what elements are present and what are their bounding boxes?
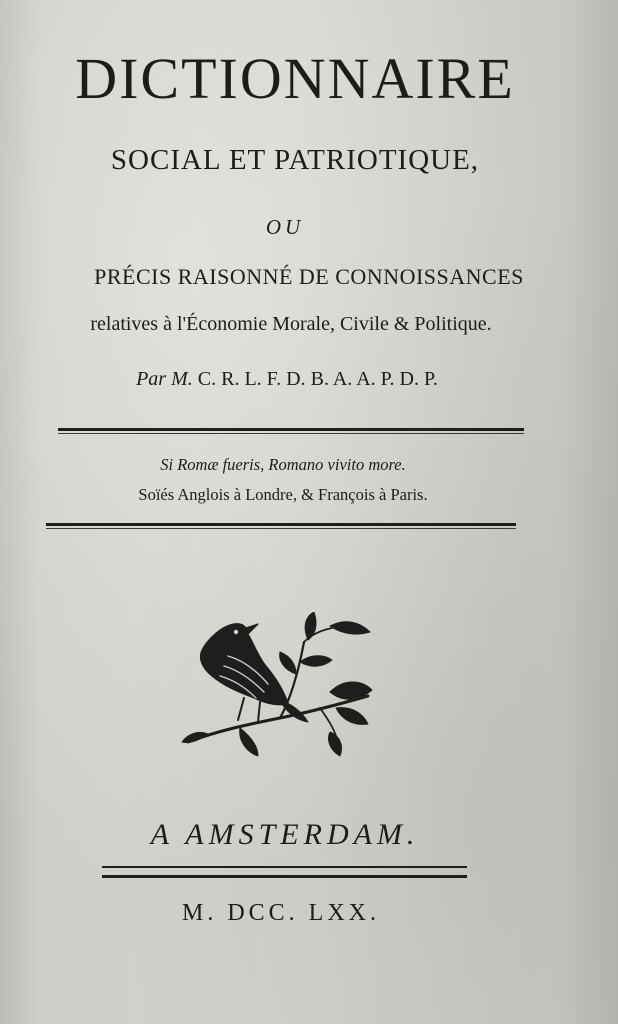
author-line: [0, 364, 596, 394]
epigraph-french: Soïés Anglois à Londre, & François à Paris.: [138, 485, 428, 504]
book-subtitle-2: PRÉCIS RAISONNÉ DE CONNOISSANCES: [94, 264, 524, 289]
author-prefix: Par M.: [136, 368, 193, 390]
epigraph-latin: Si Romæ fueris, Romano vivito more.: [160, 455, 406, 474]
rule-top: [58, 428, 524, 434]
rule-bottom: [46, 523, 516, 529]
book-subtitle-3: relatives à l'Économie Morale, Civile & Politique.: [90, 313, 492, 335]
conjunction-ou: OU: [265, 215, 305, 239]
imprint-place: A AMSTERDAM.: [150, 818, 420, 851]
rule-double: [102, 866, 467, 878]
book-subtitle: SOCIAL ET PATRIOTIQUE,: [110, 144, 480, 176]
imprint-date: M. DCC. LXX.: [181, 900, 380, 926]
bird-on-branch-icon: [180, 612, 380, 762]
author-initials: C. R. L. F. D. B. A. A. P. D. P.: [197, 368, 438, 390]
book-title: DICTIONNAIRE: [75, 46, 515, 111]
